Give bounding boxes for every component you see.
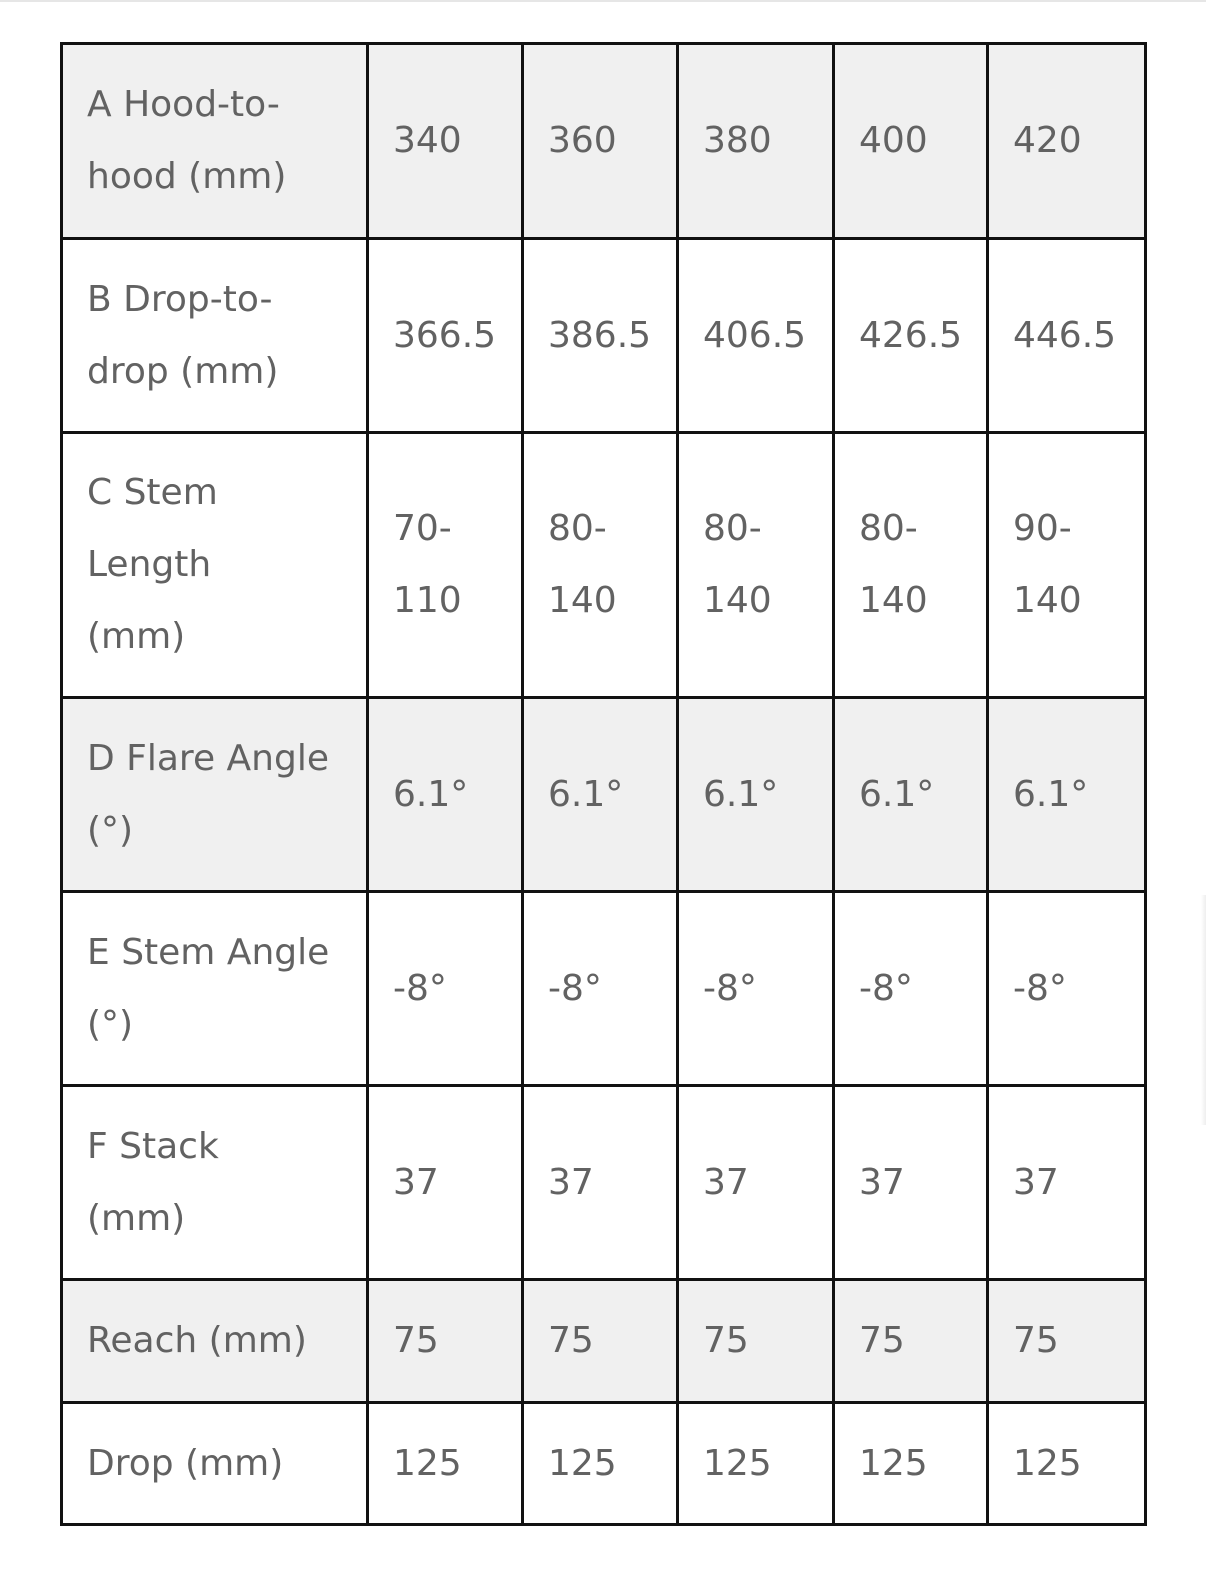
table-cell: 125 bbox=[678, 1403, 834, 1525]
table-cell: 75 bbox=[368, 1280, 523, 1403]
table-cell: 446.5 bbox=[988, 239, 1146, 433]
row-label: B Drop-to- drop (mm) bbox=[62, 239, 368, 433]
table-cell: -8° bbox=[523, 892, 678, 1086]
table-cell: 6.1° bbox=[678, 698, 834, 892]
table-cell: 125 bbox=[988, 1403, 1146, 1525]
table-cell: 37 bbox=[678, 1086, 834, 1280]
row-label: Drop (mm) bbox=[62, 1403, 368, 1525]
table-cell: 37 bbox=[523, 1086, 678, 1280]
table-cell: 360 bbox=[523, 44, 678, 239]
table-row-stack bbox=[62, 1086, 1146, 1280]
table-cell: 125 bbox=[523, 1403, 678, 1525]
table-cell: 75 bbox=[834, 1280, 988, 1403]
table-row-stem-length bbox=[62, 433, 1146, 698]
row-label: C Stem Length (mm) bbox=[62, 433, 368, 698]
table-row-drop-to-drop bbox=[62, 239, 1146, 433]
table-cell: 406.5 bbox=[678, 239, 834, 433]
geometry-spec-table bbox=[60, 42, 1147, 1526]
table-cell: 75 bbox=[988, 1280, 1146, 1403]
table-row-flare-angle bbox=[62, 698, 1146, 892]
table-cell: 80- 140 bbox=[523, 433, 678, 698]
scroll-edge-shadow bbox=[1201, 895, 1206, 1125]
table-cell: 37 bbox=[988, 1086, 1146, 1280]
table-cell: 90- 140 bbox=[988, 433, 1146, 698]
row-label: E Stem Angle (°) bbox=[62, 892, 368, 1086]
table-cell: 70- 110 bbox=[368, 433, 523, 698]
table-cell: 6.1° bbox=[368, 698, 523, 892]
row-label: A Hood-to- hood (mm) bbox=[62, 44, 368, 239]
table-cell: 426.5 bbox=[834, 239, 988, 433]
row-label: D Flare Angle (°) bbox=[62, 698, 368, 892]
row-label: F Stack (mm) bbox=[62, 1086, 368, 1280]
table-cell: 125 bbox=[834, 1403, 988, 1525]
table-cell: -8° bbox=[834, 892, 988, 1086]
table-cell: 340 bbox=[368, 44, 523, 239]
table-row-reach bbox=[62, 1280, 1146, 1403]
table-cell: 420 bbox=[988, 44, 1146, 239]
table-cell: -8° bbox=[678, 892, 834, 1086]
table-cell: 37 bbox=[834, 1086, 988, 1280]
table-cell: 75 bbox=[523, 1280, 678, 1403]
table-row-drop bbox=[62, 1403, 1146, 1525]
table-row-hood-to-hood bbox=[62, 44, 1146, 239]
table-cell: 386.5 bbox=[523, 239, 678, 433]
table-cell: -8° bbox=[368, 892, 523, 1086]
table-cell: 125 bbox=[368, 1403, 523, 1525]
table-cell: 366.5 bbox=[368, 239, 523, 433]
table-cell: 37 bbox=[368, 1086, 523, 1280]
table-cell: 380 bbox=[678, 44, 834, 239]
top-divider bbox=[0, 0, 1206, 2]
row-label: Reach (mm) bbox=[62, 1280, 368, 1403]
table-cell: 75 bbox=[678, 1280, 834, 1403]
table-row-stem-angle bbox=[62, 892, 1146, 1086]
table-cell: 6.1° bbox=[523, 698, 678, 892]
table-cell: 400 bbox=[834, 44, 988, 239]
table-cell: 6.1° bbox=[988, 698, 1146, 892]
table-cell: 80- 140 bbox=[678, 433, 834, 698]
table-cell: 80- 140 bbox=[834, 433, 988, 698]
table-cell: 6.1° bbox=[834, 698, 988, 892]
table-cell: -8° bbox=[988, 892, 1146, 1086]
